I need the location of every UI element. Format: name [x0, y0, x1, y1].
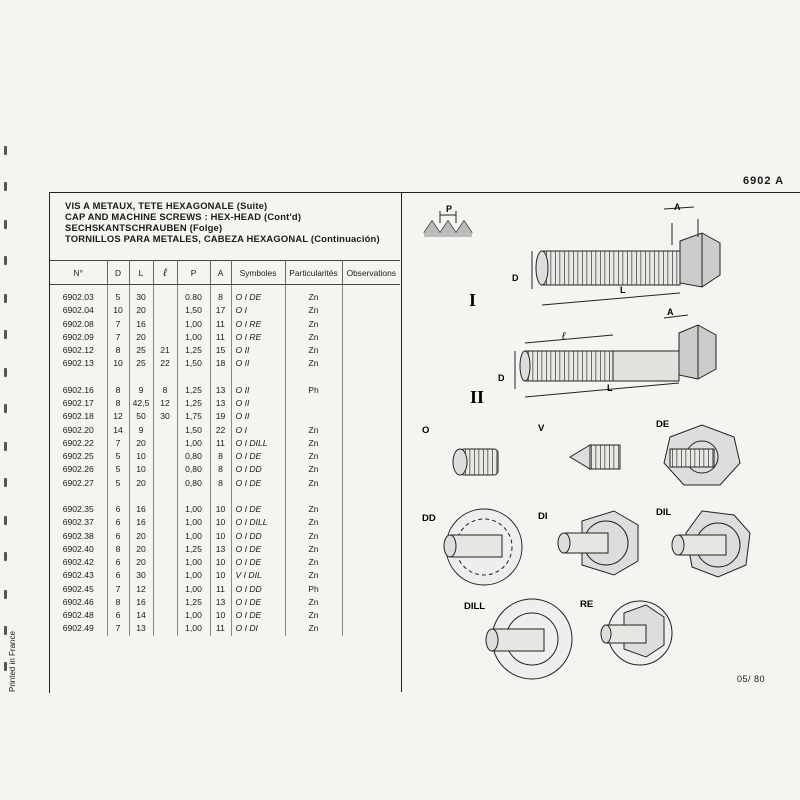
table-cell: 6	[107, 556, 129, 569]
end-dd-icon	[444, 509, 522, 585]
col-header-p: P	[177, 261, 210, 285]
table-cell: 6	[107, 530, 129, 543]
table-cell: 8	[153, 384, 177, 397]
table-row	[50, 477, 400, 490]
end-label-dill: DILL	[464, 601, 486, 612]
col-header-small-l: ℓ	[153, 261, 177, 285]
table-cell	[153, 569, 177, 582]
table-row	[50, 543, 400, 556]
table-cell: 12	[129, 583, 153, 596]
table-cell: 15	[210, 344, 231, 357]
table-cell: Zn	[285, 463, 342, 476]
table-cell: Zn	[285, 437, 342, 450]
table-cell: Ph	[285, 384, 342, 397]
table-cell: O I RE	[231, 331, 285, 344]
table-cell	[153, 516, 177, 529]
table-cell: Zn	[285, 477, 342, 490]
table-cell: 1,75	[177, 410, 210, 423]
table-cell: 5	[107, 450, 129, 463]
table-row	[50, 331, 400, 344]
table-spacer-row	[50, 371, 400, 384]
table-cell: 1,00	[177, 318, 210, 331]
table-cell	[153, 530, 177, 543]
table-cell	[342, 609, 400, 622]
table-cell	[285, 410, 342, 423]
table-row	[50, 357, 400, 370]
table-cell	[342, 318, 400, 331]
table-cell	[342, 569, 400, 582]
end-label-di: DI	[538, 511, 548, 522]
table-cell	[342, 384, 400, 397]
table-cell: O II	[231, 344, 285, 357]
table-cell	[342, 397, 400, 410]
table-cell: O I RE	[231, 318, 285, 331]
table-cell	[153, 556, 177, 569]
table-cell: 20	[129, 331, 153, 344]
table-cell: 6902.26	[50, 463, 107, 476]
dim-a-label-1: A	[674, 202, 681, 212]
table-cell: 1,00	[177, 516, 210, 529]
table-row	[50, 583, 400, 596]
table-cell: O I DE	[231, 477, 285, 490]
table-cell: 20	[129, 543, 153, 556]
table-cell	[153, 450, 177, 463]
dim-d-label-1: D	[512, 273, 519, 283]
table-cell: 11	[210, 331, 231, 344]
table-cell: 30	[129, 569, 153, 582]
table-cell: 1,25	[177, 596, 210, 609]
table-cell: 5	[107, 477, 129, 490]
table-cell: 25	[129, 357, 153, 370]
table-cell: 6902.04	[50, 304, 107, 317]
table-cell: 30	[153, 410, 177, 423]
end-label-dil: DIL	[656, 507, 672, 518]
table-cell: Zn	[285, 569, 342, 582]
title-de: SECHSKANTSCHRAUBEN (Folge)	[65, 222, 223, 233]
table-row	[50, 450, 400, 463]
table-row	[50, 556, 400, 569]
table-cell: 1,00	[177, 583, 210, 596]
table-row	[50, 609, 400, 622]
table-cell: 1,00	[177, 503, 210, 516]
title-en: CAP AND MACHINE SCREWS : HEX-HEAD (Cont'd)	[65, 211, 302, 222]
table-cell	[285, 397, 342, 410]
table-cell: 14	[129, 609, 153, 622]
thread-profile-icon	[424, 211, 472, 237]
table-cell: Zn	[285, 543, 342, 556]
table-cell: O I DD	[231, 463, 285, 476]
page-date: 05/ 80	[737, 674, 766, 684]
table-cell: 5	[107, 463, 129, 476]
table-cell: 11	[210, 622, 231, 635]
table-cell: 0,80	[177, 477, 210, 490]
table-cell: 6902.38	[50, 530, 107, 543]
table-cell: 6902.22	[50, 437, 107, 450]
table-cell	[342, 543, 400, 556]
table-row	[50, 622, 400, 635]
screw-type-1-icon	[532, 207, 720, 305]
table-cell: 14	[107, 424, 129, 437]
table-cell: 42,5	[129, 397, 153, 410]
table-row	[50, 437, 400, 450]
table-cell	[342, 596, 400, 609]
table-cell: 1,00	[177, 609, 210, 622]
table-cell: Zn	[285, 357, 342, 370]
col-header-l: L	[129, 261, 153, 285]
table-cell: Zn	[285, 622, 342, 635]
table-cell: 18	[210, 357, 231, 370]
table-cell: 6902.45	[50, 583, 107, 596]
table-cell: 16	[129, 318, 153, 331]
table-cell: Zn	[285, 318, 342, 331]
table-cell: 6902.48	[50, 609, 107, 622]
table-cell	[342, 285, 400, 305]
table-cell: Zn	[285, 530, 342, 543]
table-row	[50, 463, 400, 476]
table-cell: 1,50	[177, 357, 210, 370]
table-cell: 10	[107, 304, 129, 317]
table-cell: O I DE	[231, 596, 285, 609]
end-v-icon	[570, 445, 620, 469]
table-cell: O I DD	[231, 583, 285, 596]
end-label-re: RE	[580, 599, 594, 610]
table-cell: 10	[210, 556, 231, 569]
table-cell: 6902.18	[50, 410, 107, 423]
table-cell: O I	[231, 304, 285, 317]
table-cell: 7	[107, 583, 129, 596]
table-cell: 9	[129, 424, 153, 437]
table-cell: 11	[210, 437, 231, 450]
table-cell	[153, 543, 177, 556]
table-cell: 8	[107, 596, 129, 609]
col-header-no: N°	[50, 261, 107, 285]
table-cell	[342, 622, 400, 635]
table-cell: 8	[210, 463, 231, 476]
end-dil-icon	[672, 511, 750, 577]
table-cell	[153, 622, 177, 635]
table-cell: 6902.13	[50, 357, 107, 370]
end-label-de: DE	[656, 419, 670, 430]
table-row	[50, 318, 400, 331]
table-cell: 6902.16	[50, 384, 107, 397]
table-cell: 0,80	[177, 450, 210, 463]
table-cell	[153, 477, 177, 490]
table-row	[50, 397, 400, 410]
end-label-dd: DD	[422, 513, 436, 524]
end-re-icon	[601, 601, 672, 665]
end-di-icon	[558, 511, 638, 575]
table-cell: 13	[210, 543, 231, 556]
table-row	[50, 516, 400, 529]
table-cell: 1,25	[177, 543, 210, 556]
end-o-icon	[453, 449, 498, 475]
table-cell: Zn	[285, 450, 342, 463]
table-cell: Zn	[285, 331, 342, 344]
table-cell: 6902.09	[50, 331, 107, 344]
table-cell	[342, 424, 400, 437]
table-cell: Zn	[285, 609, 342, 622]
table-cell	[342, 437, 400, 450]
dim-d-label-2: D	[498, 373, 505, 383]
table-cell: 1,00	[177, 569, 210, 582]
table-cell: 22	[210, 424, 231, 437]
col-header-d: D	[107, 261, 129, 285]
drawings	[402, 193, 798, 691]
table-cell: 6902.03	[50, 285, 107, 305]
table-cell: 8	[107, 384, 129, 397]
table-cell: O I DE	[231, 503, 285, 516]
table-cell: O I DE	[231, 556, 285, 569]
table-cell: O I DILL	[231, 516, 285, 529]
table-cell: 8	[210, 285, 231, 305]
table-cell: 6902.25	[50, 450, 107, 463]
table-cell: Zn	[285, 344, 342, 357]
dim-a-label-2: A	[667, 307, 674, 317]
table-cell: 0.80	[177, 285, 210, 305]
table-cell: 1,25	[177, 344, 210, 357]
table-cell: O II	[231, 357, 285, 370]
table-cell	[153, 596, 177, 609]
table-cell: 11	[210, 318, 231, 331]
table-row	[50, 569, 400, 582]
table-cell: 10	[210, 503, 231, 516]
table-cell: O II	[231, 397, 285, 410]
table-cell: 6902.43	[50, 569, 107, 582]
table-cell: 6	[107, 609, 129, 622]
page-code: 6902 A	[743, 175, 785, 187]
table-row	[50, 285, 400, 305]
table-header	[50, 261, 400, 285]
table-cell	[342, 410, 400, 423]
table-cell: 5	[107, 285, 129, 305]
table-row	[50, 304, 400, 317]
type-2-label: II	[470, 387, 485, 407]
table-cell: O I DILL	[231, 437, 285, 450]
table-cell: 6902.20	[50, 424, 107, 437]
table-spacer-row	[50, 490, 400, 503]
table-cell: 6902.12	[50, 344, 107, 357]
table-cell: 8	[107, 344, 129, 357]
table-cell: 10	[210, 569, 231, 582]
table-cell: 10	[129, 463, 153, 476]
table-cell	[153, 318, 177, 331]
table-cell: O II	[231, 410, 285, 423]
table-cell: 13	[210, 397, 231, 410]
table-cell: 13	[210, 596, 231, 609]
table-cell	[342, 477, 400, 490]
table-cell: 16	[129, 596, 153, 609]
table-cell: O II	[231, 384, 285, 397]
table-cell	[342, 304, 400, 317]
table-cell: 1,00	[177, 622, 210, 635]
table-cell: 17	[210, 304, 231, 317]
table-cell: 0,80	[177, 463, 210, 476]
table-cell: 6902.46	[50, 596, 107, 609]
table-cell: 6902.27	[50, 477, 107, 490]
table-cell: 25	[129, 344, 153, 357]
table-cell: 20	[129, 556, 153, 569]
end-label-o: O	[422, 425, 430, 436]
col-header-particularities: Particularités	[285, 261, 342, 285]
table-cell: 1,25	[177, 397, 210, 410]
table-cell: 1,00	[177, 556, 210, 569]
table-cell: 30	[129, 285, 153, 305]
table-row	[50, 530, 400, 543]
screw-type-2-icon	[515, 315, 716, 397]
table-cell: 1,00	[177, 530, 210, 543]
table-row	[50, 384, 400, 397]
table-cell: 6	[107, 516, 129, 529]
table-cell: Zn	[285, 285, 342, 305]
table-cell: 6	[107, 569, 129, 582]
col-header-observations: Observations	[342, 261, 400, 285]
table-cell	[153, 304, 177, 317]
table-cell: 6902.08	[50, 318, 107, 331]
table-row	[50, 596, 400, 609]
table-cell: 10	[210, 516, 231, 529]
table-cell: 1,00	[177, 437, 210, 450]
end-dill-icon	[486, 599, 572, 679]
type-1-label: I	[469, 290, 477, 310]
table-cell: Zn	[285, 304, 342, 317]
table-cell: 6902.37	[50, 516, 107, 529]
table-cell: Zn	[285, 424, 342, 437]
table-cell: 10	[210, 609, 231, 622]
table-cell: Zn	[285, 596, 342, 609]
table-cell: 7	[107, 622, 129, 635]
table-cell: Zn	[285, 556, 342, 569]
table-cell	[342, 583, 400, 596]
end-label-v: V	[538, 423, 545, 434]
table-cell: 10	[210, 530, 231, 543]
table-cell: 50	[129, 410, 153, 423]
table-cell	[153, 463, 177, 476]
table-cell: 10	[129, 450, 153, 463]
table-cell	[153, 331, 177, 344]
dim-l-label-2: L	[607, 383, 613, 393]
table-cell: 9	[129, 384, 153, 397]
table-cell: 11	[210, 583, 231, 596]
table-cell: 20	[129, 530, 153, 543]
table-cell: 22	[153, 357, 177, 370]
table-row	[50, 424, 400, 437]
table-cell: 7	[107, 318, 129, 331]
table-row	[50, 503, 400, 516]
table-cell: 1,50	[177, 304, 210, 317]
table-cell: V I DIL	[231, 569, 285, 582]
table-cell	[342, 357, 400, 370]
col-header-symbols: Symboles	[231, 261, 285, 285]
table-cell: 13	[210, 384, 231, 397]
binding-holes	[0, 140, 16, 680]
table-cell: 12	[153, 397, 177, 410]
table-cell: O I DD	[231, 530, 285, 543]
table-cell	[153, 437, 177, 450]
table-cell: O I DE	[231, 450, 285, 463]
table-cell: 8	[210, 450, 231, 463]
printed-in-france: Printed in France	[8, 631, 17, 692]
title-es: TORNILLOS PARA METALES, CABEZA HEXAGONAL (Continuación)	[65, 233, 380, 244]
table-cell: 10	[107, 357, 129, 370]
table-cell: 19	[210, 410, 231, 423]
table-cell: O I DE	[231, 285, 285, 305]
table-cell: Ph	[285, 583, 342, 596]
table-row	[50, 410, 400, 423]
table-cell: O I DI	[231, 622, 285, 635]
table-cell: 16	[129, 503, 153, 516]
table-cell: 20	[129, 437, 153, 450]
table-cell	[153, 424, 177, 437]
table-cell: 12	[107, 410, 129, 423]
table-cell: 6902.49	[50, 622, 107, 635]
title-fr: VIS A METAUX, TETE HEXAGONALE (Suite)	[65, 200, 268, 211]
title-block	[65, 200, 380, 244]
table-body	[50, 285, 400, 636]
table-cell	[342, 503, 400, 516]
table-cell: 1,25	[177, 384, 210, 397]
table-cell	[342, 516, 400, 529]
col-header-a: A	[210, 261, 231, 285]
spec-table	[50, 260, 400, 636]
table-cell: Zn	[285, 503, 342, 516]
table-cell: 8	[107, 397, 129, 410]
table-cell: 13	[129, 622, 153, 635]
table-cell	[342, 450, 400, 463]
table-cell: 1,00	[177, 331, 210, 344]
table-cell	[342, 463, 400, 476]
table-cell: 8	[107, 543, 129, 556]
dim-l-label-1: L	[620, 285, 626, 295]
table-cell	[153, 503, 177, 516]
table-cell	[342, 344, 400, 357]
table-cell: 20	[129, 477, 153, 490]
table-cell: 16	[129, 516, 153, 529]
table-cell	[153, 609, 177, 622]
table-cell	[153, 583, 177, 596]
table-cell: 20	[129, 304, 153, 317]
table-cell: 7	[107, 437, 129, 450]
table-cell: 7	[107, 331, 129, 344]
dim-small-l-label: ℓ	[562, 331, 566, 342]
table-cell	[153, 285, 177, 305]
table-cell	[342, 556, 400, 569]
table-cell: 6	[107, 503, 129, 516]
table-cell: O I DE	[231, 543, 285, 556]
table-cell: 6902.35	[50, 503, 107, 516]
table-cell: 1,50	[177, 424, 210, 437]
table-cell: 21	[153, 344, 177, 357]
table-cell: 6902.17	[50, 397, 107, 410]
table-cell	[342, 331, 400, 344]
table-cell	[342, 530, 400, 543]
table-row	[50, 344, 400, 357]
table-cell: 6902.40	[50, 543, 107, 556]
end-de-icon	[664, 425, 740, 485]
table-cell: 6902.42	[50, 556, 107, 569]
table-cell: O I	[231, 424, 285, 437]
table-cell: O I DE	[231, 609, 285, 622]
thread-pitch-label: P	[446, 204, 453, 214]
table-cell: Zn	[285, 516, 342, 529]
table-cell: 8	[210, 477, 231, 490]
